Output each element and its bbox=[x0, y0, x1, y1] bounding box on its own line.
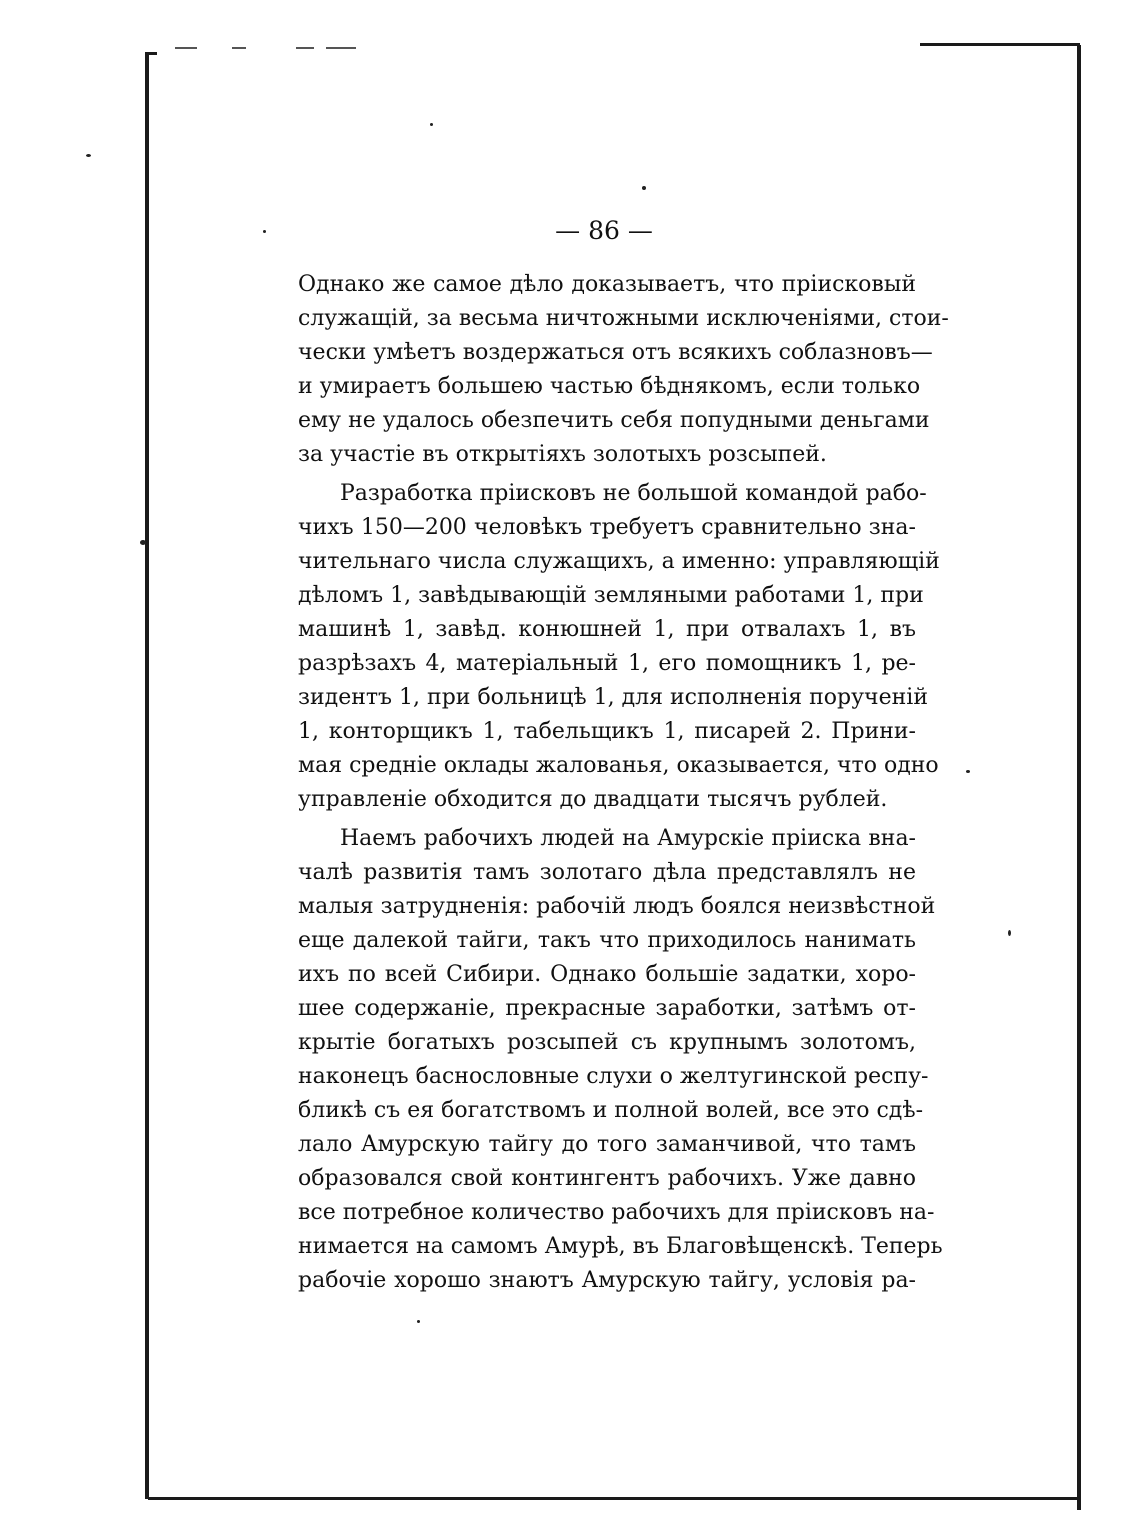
paragraph bbox=[298, 822, 943, 1298]
text-line: и умираетъ большею частью бѣднякомъ, если только bbox=[298, 374, 921, 399]
text-line: Однако же самое дѣло доказываетъ, что прiисковый bbox=[298, 272, 916, 297]
text-line: чески умѣетъ воздержаться отъ всякихъ соблазновъ— bbox=[298, 340, 933, 365]
page-frame-top-left-corner bbox=[145, 52, 157, 55]
text-line: ему не удалось обезпечить себя попудными деньгами bbox=[298, 408, 930, 433]
page-frame-top-dash bbox=[326, 47, 356, 49]
page-number: — 86 — bbox=[555, 216, 653, 245]
page-frame-top-dash bbox=[175, 47, 197, 49]
text-line: наконецъ баснословные слухи о желтугинской респу- bbox=[298, 1064, 929, 1089]
text-line: Наемъ рабочихъ людей на Амурскiе прiиска вна- bbox=[340, 826, 916, 851]
text-line: лало Амурскую тайгу до того заманчивой, что тамъ bbox=[298, 1132, 916, 1157]
text-line: еще далекой тайги, такъ что приходилось нанимать bbox=[298, 928, 916, 953]
text-line: рабочiе хорошо знаютъ Амурскую тайгу, условiя ра- bbox=[298, 1268, 916, 1293]
text-line: чалѣ развитiя тамъ золотаго дѣла представлялъ не bbox=[298, 860, 916, 885]
page-frame-bottom-border bbox=[148, 1497, 1080, 1500]
text-line: образовался свой контингентъ рабочихъ. Уже давно bbox=[298, 1166, 916, 1191]
scan-speck bbox=[417, 1320, 420, 1323]
text-line: мая среднiе оклады жалованья, оказывается, что одно bbox=[298, 753, 939, 778]
page-frame-right-border bbox=[1077, 45, 1081, 1510]
text-line: машинѣ 1, завѣд. конюшней 1, при отвалахъ 1, въ bbox=[298, 617, 916, 642]
page-frame-left-border bbox=[145, 52, 149, 1499]
body-text bbox=[298, 268, 949, 1298]
scan-speck bbox=[430, 123, 433, 126]
scan-speck bbox=[1008, 930, 1011, 936]
scan-speck bbox=[140, 540, 146, 545]
text-line: шее содержанiе, прекрасные заработки, затѣмъ от- bbox=[298, 996, 916, 1021]
page-frame-top-dash bbox=[296, 47, 314, 49]
text-line: за участiе въ открытiяхъ золотыхъ розсыпей. bbox=[298, 442, 827, 467]
scan-speck bbox=[966, 770, 970, 773]
text-line: чительнаго числа служащихъ, а именно: управляющiй bbox=[298, 549, 940, 574]
text-line: Разработка прiисковъ не большой командой рабо- bbox=[340, 481, 927, 506]
text-line: зидентъ 1, при больницѣ 1, для исполненiя порученiй bbox=[298, 685, 928, 710]
text-line: все потребное количество рабочихъ для прiисковъ на- bbox=[298, 1200, 935, 1225]
text-line: дѣломъ 1, завѣдывающiй земляными работами 1, при bbox=[298, 583, 924, 608]
text-line: чихъ 150—200 человѣкъ требуетъ сравнительно зна- bbox=[298, 515, 916, 540]
paragraph bbox=[298, 477, 940, 817]
text-line: малыя затрудненiя: рабочiй людъ боялся неизвѣстной bbox=[298, 894, 936, 919]
text-line: 1, конторщикъ 1, табельщикъ 1, писарей 2. Прини- bbox=[298, 719, 916, 744]
text-line: нимается на самомъ Амурѣ, въ Благовѣщенскѣ. Теперь bbox=[298, 1234, 943, 1259]
text-line: ихъ по всей Сибири. Однако большiе задатки, хоро- bbox=[298, 962, 916, 987]
text-line: управленiе обходится до двадцати тысячъ рублей. bbox=[298, 787, 888, 812]
page-frame-top-dash bbox=[232, 47, 246, 49]
scan-speck bbox=[86, 154, 91, 157]
text-line: бликѣ съ ея богатствомъ и полной волей, все это сдѣ- bbox=[298, 1098, 924, 1123]
text-line: разрѣзахъ 4, матерiальный 1, его помощникъ 1, ре- bbox=[298, 651, 916, 676]
scan-speck bbox=[642, 186, 646, 190]
text-line: крытiе богатыхъ розсыпей съ крупнымъ золотомъ, bbox=[298, 1030, 916, 1055]
paragraph bbox=[298, 268, 949, 472]
text-line: служащiй, за весьма ничтожными исключенiями, стои- bbox=[298, 306, 949, 331]
page-frame-top-right-border bbox=[920, 43, 1080, 46]
